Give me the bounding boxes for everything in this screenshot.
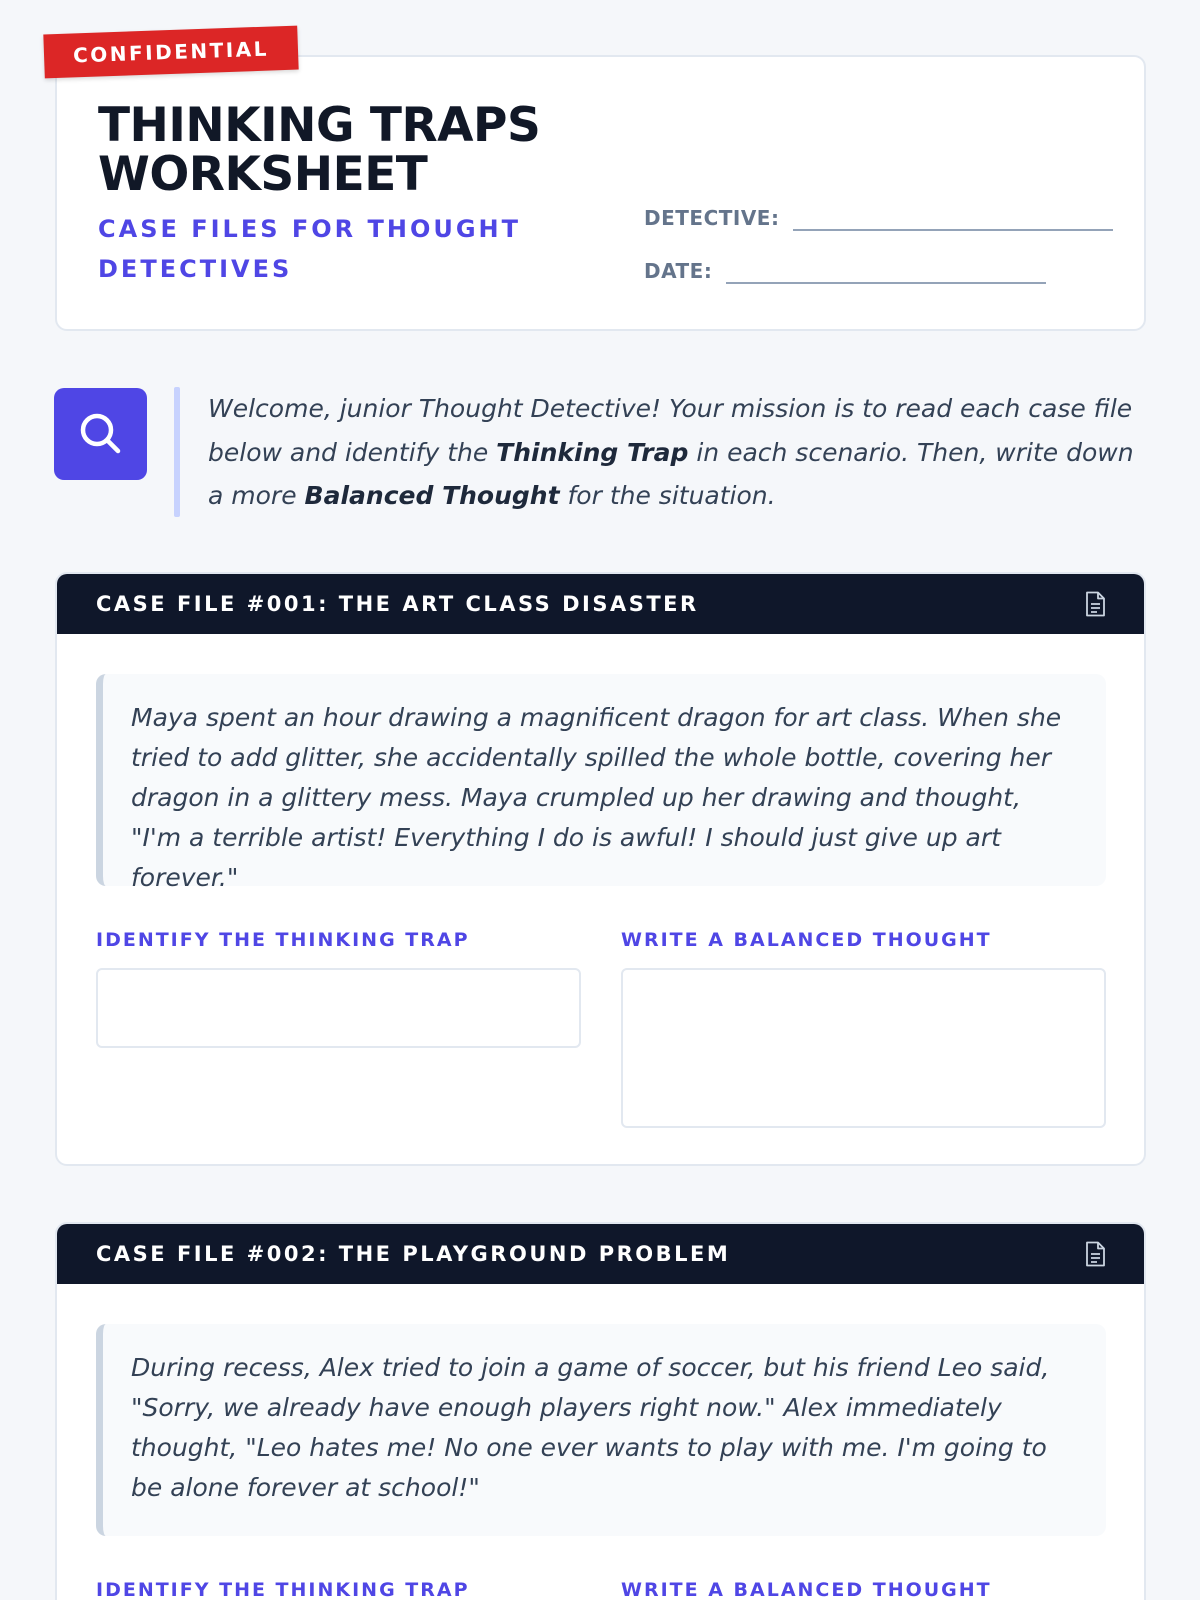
confidential-stamp: CONFIDENTIAL — [43, 26, 298, 79]
intro-emphasis-balanced-thought: Balanced Thought — [304, 481, 560, 510]
case-scenario: Maya spent an hour drawing a magnificent dragon for art class. When she tried to add glitter, she accidentally spilled the whole bottle, covering her dragon in a glittery mess. Maya crumpled up her drawing and thought, "I'm a terrible artist! Everything I do is awful! I should just give up art forever." — [96, 674, 1106, 886]
thinking-trap-label: IDENTIFY THE THINKING TRAP — [96, 1579, 470, 1600]
balanced-thought-label: WRITE A BALANCED THOUGHT — [621, 929, 992, 951]
thinking-trap-answer-box[interactable] — [96, 968, 581, 1048]
search-icon — [54, 388, 147, 480]
case-file-header — [57, 574, 1144, 634]
case-file-card — [55, 1222, 1146, 1600]
intro-emphasis-thinking-trap: Thinking Trap — [496, 437, 689, 467]
case-file-title: CASE FILE #002: THE PLAYGROUND PROBLEM — [96, 1242, 731, 1266]
document-icon — [1084, 1241, 1106, 1267]
date-input-line[interactable] — [726, 258, 1046, 284]
document-icon — [1084, 591, 1106, 617]
intro-text-part: Welcome, junior Thought Detective! Your mission is to read each case file below and identify the — [208, 394, 1133, 467]
detective-field — [644, 205, 1113, 231]
case-file-title: CASE FILE #001: THE ART CLASS DISASTER — [96, 592, 699, 616]
title-line-2: WORKSHEET — [98, 147, 428, 202]
intro-text-part: in each scenario. Then, write down a more — [208, 437, 1134, 510]
balanced-thought-label: WRITE A BALANCED THOUGHT — [621, 1579, 992, 1600]
case-file-header — [57, 1224, 1144, 1284]
worksheet-header — [55, 55, 1146, 331]
worksheet-subtitle: CASE FILES FOR THOUGHT DETECTIVES — [98, 215, 522, 283]
intro-accent-bar — [174, 387, 180, 517]
thinking-trap-label: IDENTIFY THE THINKING TRAP — [96, 929, 470, 951]
date-field — [644, 258, 1046, 284]
intro-text — [208, 387, 1148, 518]
balanced-thought-answer-box[interactable] — [621, 968, 1106, 1128]
title-line-1: THINKING TRAPS — [98, 98, 541, 153]
intro-text-part: for the situation. — [559, 481, 776, 510]
date-label: DATE: — [644, 259, 713, 283]
detective-input-line[interactable] — [793, 205, 1113, 231]
case-file-card — [55, 572, 1146, 1166]
worksheet-title — [98, 98, 618, 202]
detective-label: DETECTIVE: — [644, 206, 780, 230]
case-scenario: During recess, Alex tried to join a game of soccer, but his friend Leo said, "Sorry, we already have enough players right now." Alex immediately thought, "Leo hates me! No one ever wants to play with me. I'm going to be alone forever at school!" — [96, 1324, 1106, 1536]
